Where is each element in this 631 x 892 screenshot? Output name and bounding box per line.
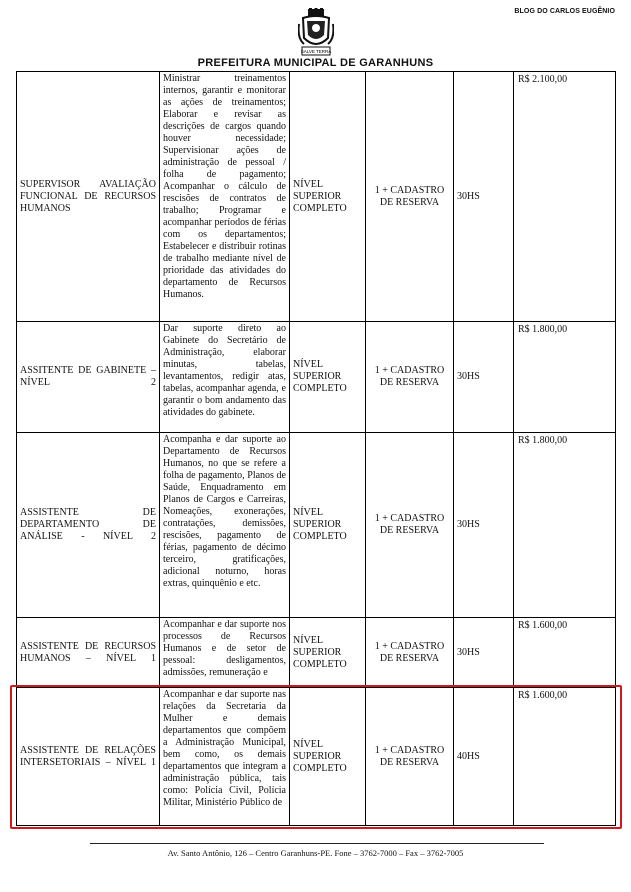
job-positions-table <box>16 71 616 826</box>
table-row <box>17 618 616 688</box>
vacancies-cell: 1 + CADASTRO DE RESERVA <box>366 72 454 322</box>
position-cell: ASSITENTE DE GABINETE – NÍVEL 2 <box>17 322 160 433</box>
description-cell: Dar suporte direto ao Gabinete do Secretário de Administração, elaborar minutas, tabelas, levantamentos, redigir atas, tabelas, acompanhar agenda, e garantir o bom andamento das atividades do gabinete. <box>160 322 290 433</box>
salary-cell: R$ 1.800,00 <box>514 433 616 618</box>
crest-motto: SALVE TERRA <box>300 49 332 54</box>
education-cell: NÍVEL SUPERIOR COMPLETO <box>290 688 366 826</box>
footer-divider <box>90 843 544 844</box>
description-cell <box>160 688 290 826</box>
hours-cell: 30HS <box>454 433 514 618</box>
footer-address: Av. Santo Antônio, 126 – Centro Garanhuns-PE. Fone – 3762-7000 – Fax – 3762-7005 <box>167 848 464 858</box>
watermark: BLOG DO CARLOS EUGÊNIO <box>514 8 615 15</box>
table-row <box>17 322 616 433</box>
table-row <box>17 433 616 618</box>
description-text: Acompanhar e dar suporte nas relações da Secretaria da Mulher e demais departamentos que compõem a Administração Municipal, bem como, os demais departamentos que integram a administração pública, tais como: Polícia Civil, Polícia Militar, Ministério Público de <box>163 689 286 808</box>
vacancies-cell: 1 + CADASTRO DE RESERVA <box>366 688 454 826</box>
hours-cell: 30HS <box>454 72 514 322</box>
table-row <box>17 72 616 322</box>
position-cell: SUPERVISOR AVALIAÇÃO FUNCIONAL DE RECURSOS HUMANOS <box>17 72 160 322</box>
description-cell <box>160 618 290 688</box>
vacancies-cell: 1 + CADASTRO DE RESERVA <box>366 618 454 688</box>
vacancies-cell: 1 + CADASTRO DE RESERVA <box>366 433 454 618</box>
vacancies-cell: 1 + CADASTRO DE RESERVA <box>366 322 454 433</box>
table-row <box>17 688 616 826</box>
salary-cell: R$ 2.100,00 <box>514 72 616 322</box>
municipal-crest-icon <box>298 8 334 58</box>
education-cell: NÍVEL SUPERIOR COMPLETO <box>290 72 366 322</box>
description-cell: Acompanha e dar suporte ao Departamento de Recursos Humanos, no que se refere a folha de pagamento, Planos de Saúde, Enquadramento em Planos de Cargos e Carreiras, Nomeações, exonerações, contratações, demissões, rescisões, pagamento de férias, pagamento de décimo terceiro, gratificações, adicional noturno, horas extras, quinquênio e etc. <box>160 433 290 618</box>
hours-cell: 30HS <box>454 618 514 688</box>
description-text: Acompanhar e dar suporte nos processos de Recursos Humanos e de setor de pessoal: desligamentos, admissões, remuneração e <box>163 619 286 678</box>
salary-cell: R$ 1.800,00 <box>514 322 616 433</box>
position-cell: ASSISTENTE DE RELAÇÕES INTERSETORIAIS – NÍVEL 1 <box>17 688 160 826</box>
position-cell: ASSISTENTE DE DEPARTAMENTO DE ANÁLISE - NÍVEL 2 <box>17 433 160 618</box>
education-cell: NÍVEL SUPERIOR COMPLETO <box>290 618 366 688</box>
education-cell: NÍVEL SUPERIOR COMPLETO <box>290 322 366 433</box>
position-cell: ASSISTENTE DE RECURSOS HUMANOS – NÍVEL 1 <box>17 618 160 688</box>
description-cell: Ministrar treinamentos internos, garantir e monitorar as ações de treinamentos; Elaborar e revisar as descrições de cargos quando houver necessidade; Supervisionar ações de administração de pessoal / folha de pagamento; Acompanhar o cálculo de rescisões de contratos de trabalho; Programar e acompanhar períodos de férias com os departamentos; Estabelecer e distribuir rotinas de trabalho mediante nível de prioridade das atividades do departamento de Recursos Humanos. <box>160 72 290 322</box>
hours-cell: 40HS <box>454 688 514 826</box>
hours-cell: 30HS <box>454 322 514 433</box>
salary-cell: R$ 1.600,00 <box>514 618 616 688</box>
education-cell: NÍVEL SUPERIOR COMPLETO <box>290 433 366 618</box>
page-title: PREFEITURA MUNICIPAL DE GARANHUNS <box>197 57 434 69</box>
salary-cell: R$ 1.600,00 <box>514 688 616 826</box>
